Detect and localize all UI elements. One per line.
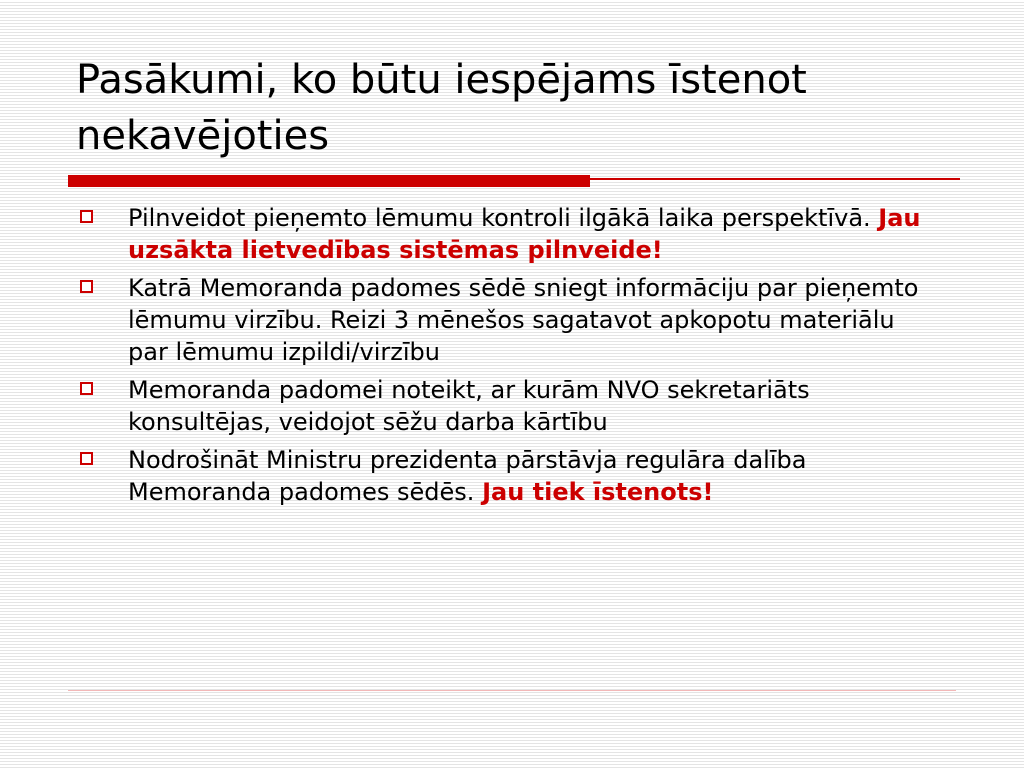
hollow-square-bullet-icon xyxy=(80,452,93,465)
bullet-text: Katrā Memoranda padomes sēdē sniegt informāciju par pieņemto lēmumu virzību. Reizi 3 mēnešos sagatavot apkopotu materiālu par lēmumu izpildi/virzību xyxy=(128,274,919,366)
footer-divider xyxy=(68,690,956,691)
hollow-square-bullet-icon xyxy=(80,210,93,223)
bullet-item xyxy=(74,444,934,508)
bullet-text: Pilnveidot pieņemto lēmumu kontroli ilgākā laika perspektīvā. xyxy=(128,204,879,232)
bullet-text: Nodrošināt Ministru prezidenta pārstāvja regulāra dalība Memoranda padomes sēdēs. xyxy=(128,446,807,506)
hollow-square-bullet-icon xyxy=(80,280,93,293)
title-underline-thick xyxy=(68,175,590,187)
bullet-highlight: Jau tiek īstenots! xyxy=(482,478,714,506)
bullet-list xyxy=(74,202,934,514)
bullet-highlight: Jau uzsākta lietvedības sistēmas pilnveide! xyxy=(128,204,921,264)
bullet-item xyxy=(74,272,934,368)
bullet-item xyxy=(74,374,934,438)
hollow-square-bullet-icon xyxy=(80,382,93,395)
slide-title: Pasākumi, ko būtu iespējams īstenot nekavējoties xyxy=(76,57,807,159)
title-underline-thin xyxy=(590,178,960,180)
bullet-text: Memoranda padomei noteikt, ar kurām NVO sekretariāts konsultējas, veidojot sēžu darba kārtību xyxy=(128,376,810,436)
bullet-item xyxy=(74,202,934,266)
